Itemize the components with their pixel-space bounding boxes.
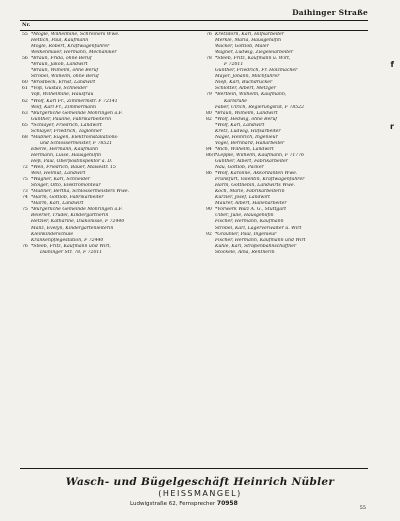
resident-text: *Brodbeck, Ernst, Landwirt [31, 80, 96, 86]
house-number: 62 [22, 98, 28, 104]
house-number: 76 [22, 243, 28, 249]
resident-text: Schlotter, Albert, Metzger [215, 86, 276, 92]
advertisement-phone: 70958 [216, 500, 238, 507]
resident-text: Welkenmaier, Hermann, Mechaniker [31, 50, 117, 56]
house-number: 65 [22, 122, 28, 128]
advertisement-address-line [40, 500, 360, 507]
resident-text: Mayer, Johann, Milchführer [215, 74, 280, 80]
resident-text: *Hübner, Bertha, Schlossermeisters Wwe. [31, 189, 130, 195]
resident-text: Krankenpflegestation, F 72440 [31, 237, 104, 243]
resident-text: Hettich, Paul, Kaufmann [31, 38, 89, 44]
resident-text: Kretzdorn, Karl, Hilfsarbeiter [215, 32, 284, 37]
house-number: 74 [22, 195, 28, 201]
house-number: 92 [206, 231, 212, 237]
house-number: 86 [206, 171, 212, 177]
advertisement-address: Ludwigstraße 62, Fernsprecher [130, 501, 216, 507]
resident-text: Fischer, Hermann, Kaufmann und Wirt [215, 237, 306, 243]
margin-mark: f [390, 60, 394, 69]
resident-text: Günther, Albert, Fabrikarbeiter [215, 158, 288, 164]
house-number: 82 [206, 116, 212, 122]
resident-text: *Lepple, Wilhelm, Kaufmann, F 71776 [215, 152, 305, 158]
resident-text: *Harm, Gottlob, Fabrikarbeiter [31, 195, 104, 201]
resident-text: *Wolf, Karl, Landwirt [215, 122, 265, 128]
resident-text: Merkle, Maria, Hausgehilfin [215, 38, 281, 44]
resident-text: Wagner, Ludwig, Ziegeleiarbeiter [215, 50, 294, 56]
resident-text: *Mögle, Wilhelmine, Schreiners Wwe. [31, 32, 120, 37]
resident-text: *Vorwerk Walz A. G., Stuttgart [215, 207, 287, 213]
resident-text: Manz, Evelyn, Kindergartenleiterin [31, 225, 114, 231]
header-rule [20, 20, 368, 21]
house-number: 61 [22, 86, 28, 92]
resident-text: Heß, Paul, Oberpostinspektor a. D. [31, 158, 113, 164]
advertisement-rule [20, 468, 368, 469]
resident-text: *Steeb, Fritz, Kaufmann u. Wirt, [215, 56, 291, 62]
resident-text: Harm, Gottliebin, Landwirts Wwe. [215, 183, 296, 189]
resident-text: *Bürgerliche Gemeinde Möhringen a.F. [31, 207, 123, 213]
house-number: 72 [22, 165, 28, 171]
resident-text: Stoiger, Otto, Elektromonteur [31, 183, 101, 189]
resident-text: Hetzler, Katharine, Diakonisse, F 72440 [31, 219, 125, 225]
directory-entry [22, 250, 192, 256]
resident-text: *Grauhler, Paul, Ingenieur [215, 231, 277, 237]
resident-text: *Wolf, Karl Fr., Zimmermstr. F 72141 [31, 98, 118, 104]
resident-text: und Schlossermeister, F 78521 [40, 140, 113, 146]
resident-text: *Voß, Gustav, Schneider [31, 86, 88, 92]
resident-text: *Wolf, Karoline, Akkordanten Wwe. [215, 171, 298, 177]
resident-text: Fischer, Hermann, Kaufmann [215, 219, 284, 225]
advertisement [40, 476, 360, 507]
left-column [22, 32, 192, 256]
right-column [206, 32, 376, 256]
house-number: 78 [206, 56, 212, 62]
resident-text: *Harm, Karl, Landwirt [31, 201, 84, 207]
directory-entry [206, 250, 376, 256]
house-number: 73 [22, 189, 28, 195]
house-number: 63 [22, 110, 28, 116]
resident-text: Nieß, Karl, Buchdrucker [215, 80, 273, 86]
house-number: 90 [206, 207, 212, 213]
house-number: 75 [22, 177, 28, 183]
house-number: 86/1 [206, 152, 217, 158]
resident-text: F 72011 [224, 62, 244, 68]
resident-text: Faber, Ulrich, Regierungsrat, F 78522 [215, 104, 305, 110]
resident-text: Stockele, Alna, Rentnerin [215, 249, 275, 255]
house-number: 80 [206, 110, 212, 116]
resident-text: *Hübner, Eugen, Elektroinstallations- [31, 134, 119, 140]
resident-text: Strobel, Wilhelm, ohne Beruf [31, 74, 99, 80]
house-number: 84 [206, 146, 212, 152]
resident-text: Voß, Wilhelmine, Hausfrau [31, 92, 94, 98]
resident-text: Günther, Pauline, Fabrikarbeiterin [31, 116, 112, 122]
resident-text: Eberle, Hermann, Kaufmann [31, 146, 99, 152]
resident-text: Wacker, Gottlob, Maler [215, 44, 269, 50]
resident-text: Hermann, Luise, Hausgehilfin [31, 152, 101, 158]
resident-text: Kühle, Karl, Straßenbahnschaffner [215, 243, 297, 249]
resident-text: *Wolf, Hedwig, ohne Beruf [215, 116, 278, 122]
resident-text: Maurer, Albert, Hallenarbeiter [215, 201, 287, 207]
resident-text: Beierler, Trudel, Kindergärtnerin [31, 213, 109, 219]
resident-text: Mögle, Robert, Kraftwagenführer [31, 44, 110, 50]
resident-text: Weil, Helmut, Landwirt [31, 171, 86, 177]
house-number: 55 [22, 32, 28, 37]
resident-text: *Wagner, Karl, Schneider [31, 177, 91, 183]
resident-text: *Bürgerliche Gemeinde Möhringen a.F. [31, 110, 123, 116]
house-number: 56 [22, 56, 28, 62]
resident-text: Kleinkinderschule [31, 231, 74, 237]
advertisement-subtitle: (HEISSMANGEL) [158, 489, 242, 498]
resident-text: *Braun, Wilhelm, Landwirt [215, 110, 278, 116]
resident-text: *Bertlein, Wilhelm, Kaufmann, [215, 92, 287, 98]
page-number: 55 [359, 505, 366, 511]
resident-text: Kurzler, Josef, Landwirt [215, 195, 270, 201]
resident-text: *Schlayer, Friedrich, Landwirt [31, 122, 102, 128]
house-number: 60 [22, 80, 28, 86]
resident-text: Nagel, Heinrich, Ingenieur [215, 134, 278, 140]
resident-text: Nau, Gottlob, Packer [215, 165, 264, 171]
house-number: 79 [206, 92, 212, 98]
resident-text: *Braun, Frida, ohne Beruf [31, 56, 92, 62]
resident-text: Strobel, Karl, Lagerverwalter u. Wirt [215, 225, 302, 231]
margin-mark: r [390, 122, 394, 131]
resident-text: Daihinger Str. 78, F 72011 [40, 249, 103, 255]
resident-text: Wolf, Karl Fr., Zimmermann [31, 104, 96, 110]
advertisement-title: Wasch- und Bügelgeschäft Heinrich Nübler [65, 476, 335, 488]
resident-text: *Weil, Friedrich, Bauer, Maisestr. 15 [31, 165, 116, 171]
column-header-rule [20, 30, 368, 31]
resident-text: *Braun, Jakob, Landwirt [31, 62, 88, 68]
street-header: Daihinger Straße [292, 8, 368, 17]
resident-text: Günther, Friedrich, Fr. Holzmacher [215, 68, 298, 74]
house-number: 75 [22, 207, 28, 213]
resident-text: Ulber, Julie, Hausgehilfin [215, 213, 274, 219]
resident-text: Kretz, Ludwig, Hilfsarbeiter [215, 128, 281, 134]
house-number: 76 [206, 32, 212, 37]
resident-text: Koch, Marie, Fabrikarbeiterin [215, 189, 285, 195]
resident-text: *Steeb, Fritz, Kaufmann und Wirt, [31, 243, 111, 249]
resident-text: Schlayer, Friedrich, Taglöhner [31, 128, 102, 134]
resident-text: Karlsruhe [224, 98, 248, 104]
resident-text: *Braun, Wilhelm, ohne Beruf [31, 68, 99, 74]
resident-text: Frankfurt, Valentin, Kraftwagenführer [215, 177, 305, 183]
resident-text: Vogel, Bernhard, Hallarbeiter [215, 140, 285, 146]
number-column-label: Nr. [22, 22, 31, 28]
resident-text: *Rich, Wilhelm, Landwirt [215, 146, 274, 152]
house-number: 68 [22, 134, 28, 140]
